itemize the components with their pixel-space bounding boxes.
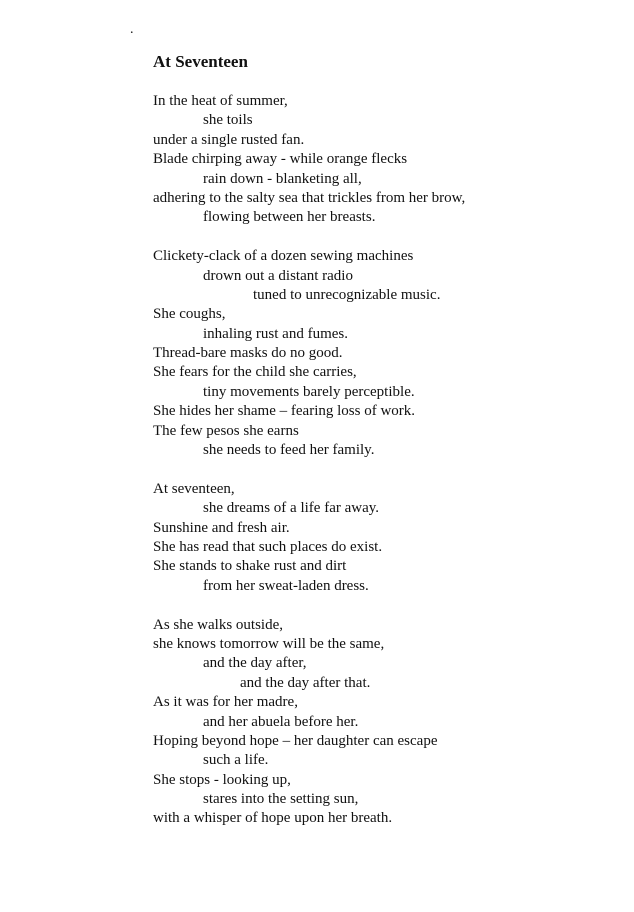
- stanza-1: [153, 92, 613, 228]
- poem-line: under a single rusted fan.: [153, 131, 305, 148]
- poem-line: drown out a distant radio: [203, 267, 353, 284]
- stanza-4: [153, 616, 613, 829]
- poem-line: She coughs,: [153, 306, 226, 323]
- poem-line: Sunshine and fresh air.: [153, 519, 290, 536]
- poem-line: She has read that such places do exist.: [153, 538, 383, 555]
- poem-line: She fears for the child she carries,: [153, 364, 357, 381]
- poem-line: Clickety-clack of a dozen sewing machines: [153, 248, 414, 265]
- stanza-3: [153, 480, 613, 596]
- poem-line: As it was for her madre,: [153, 694, 298, 711]
- poem-line: At seventeen,: [153, 480, 235, 497]
- poem-line: from her sweat-laden dress.: [203, 577, 369, 594]
- poem-line: with a whisper of hope upon her breath.: [153, 810, 393, 827]
- poem-line: Hoping beyond hope – her daughter can escape: [153, 732, 438, 749]
- poem-line: rain down - blanketing all,: [203, 170, 362, 187]
- poem-line: and the day after,: [203, 655, 307, 672]
- poem-line: she needs to feed her family.: [203, 442, 375, 459]
- poem: [153, 52, 613, 848]
- poem-line: she knows tomorrow will be the same,: [153, 635, 385, 652]
- poem-line: she dreams of a life far away.: [203, 500, 380, 517]
- poem-line: inhaling rust and fumes.: [203, 325, 348, 342]
- poem-line: tuned to unrecognizable music.: [253, 286, 441, 303]
- poem-line: and the day after that.: [240, 674, 371, 691]
- poem-line: adhering to the salty sea that trickles from her brow,: [153, 189, 466, 206]
- poem-line: The few pesos she earns: [153, 422, 299, 439]
- poem-line: As she walks outside,: [153, 616, 283, 633]
- stanza-2: [153, 247, 613, 460]
- poem-line: and her abuela before her.: [203, 713, 359, 730]
- poem-line: flowing between her breasts.: [203, 209, 376, 226]
- poem-line: Thread-bare masks do no good.: [153, 345, 343, 362]
- title-spacer: [153, 72, 613, 92]
- poem-line: She stops - looking up,: [153, 771, 291, 788]
- poem-line: tiny movements barely perceptible.: [203, 383, 415, 400]
- poem-line: she toils: [203, 112, 253, 129]
- poem-line: She hides her shame – fearing loss of work.: [153, 403, 416, 420]
- poem-line: stares into the setting sun,: [203, 791, 359, 808]
- poem-line: She stands to shake rust and dirt: [153, 558, 347, 575]
- page-mark: .: [130, 22, 134, 37]
- poem-line: Blade chirping away - while orange flecks: [153, 151, 408, 168]
- poem-line: such a life.: [203, 752, 269, 769]
- poem-line: In the heat of summer,: [153, 93, 288, 109]
- poem-title: At Seventeen: [153, 52, 248, 71]
